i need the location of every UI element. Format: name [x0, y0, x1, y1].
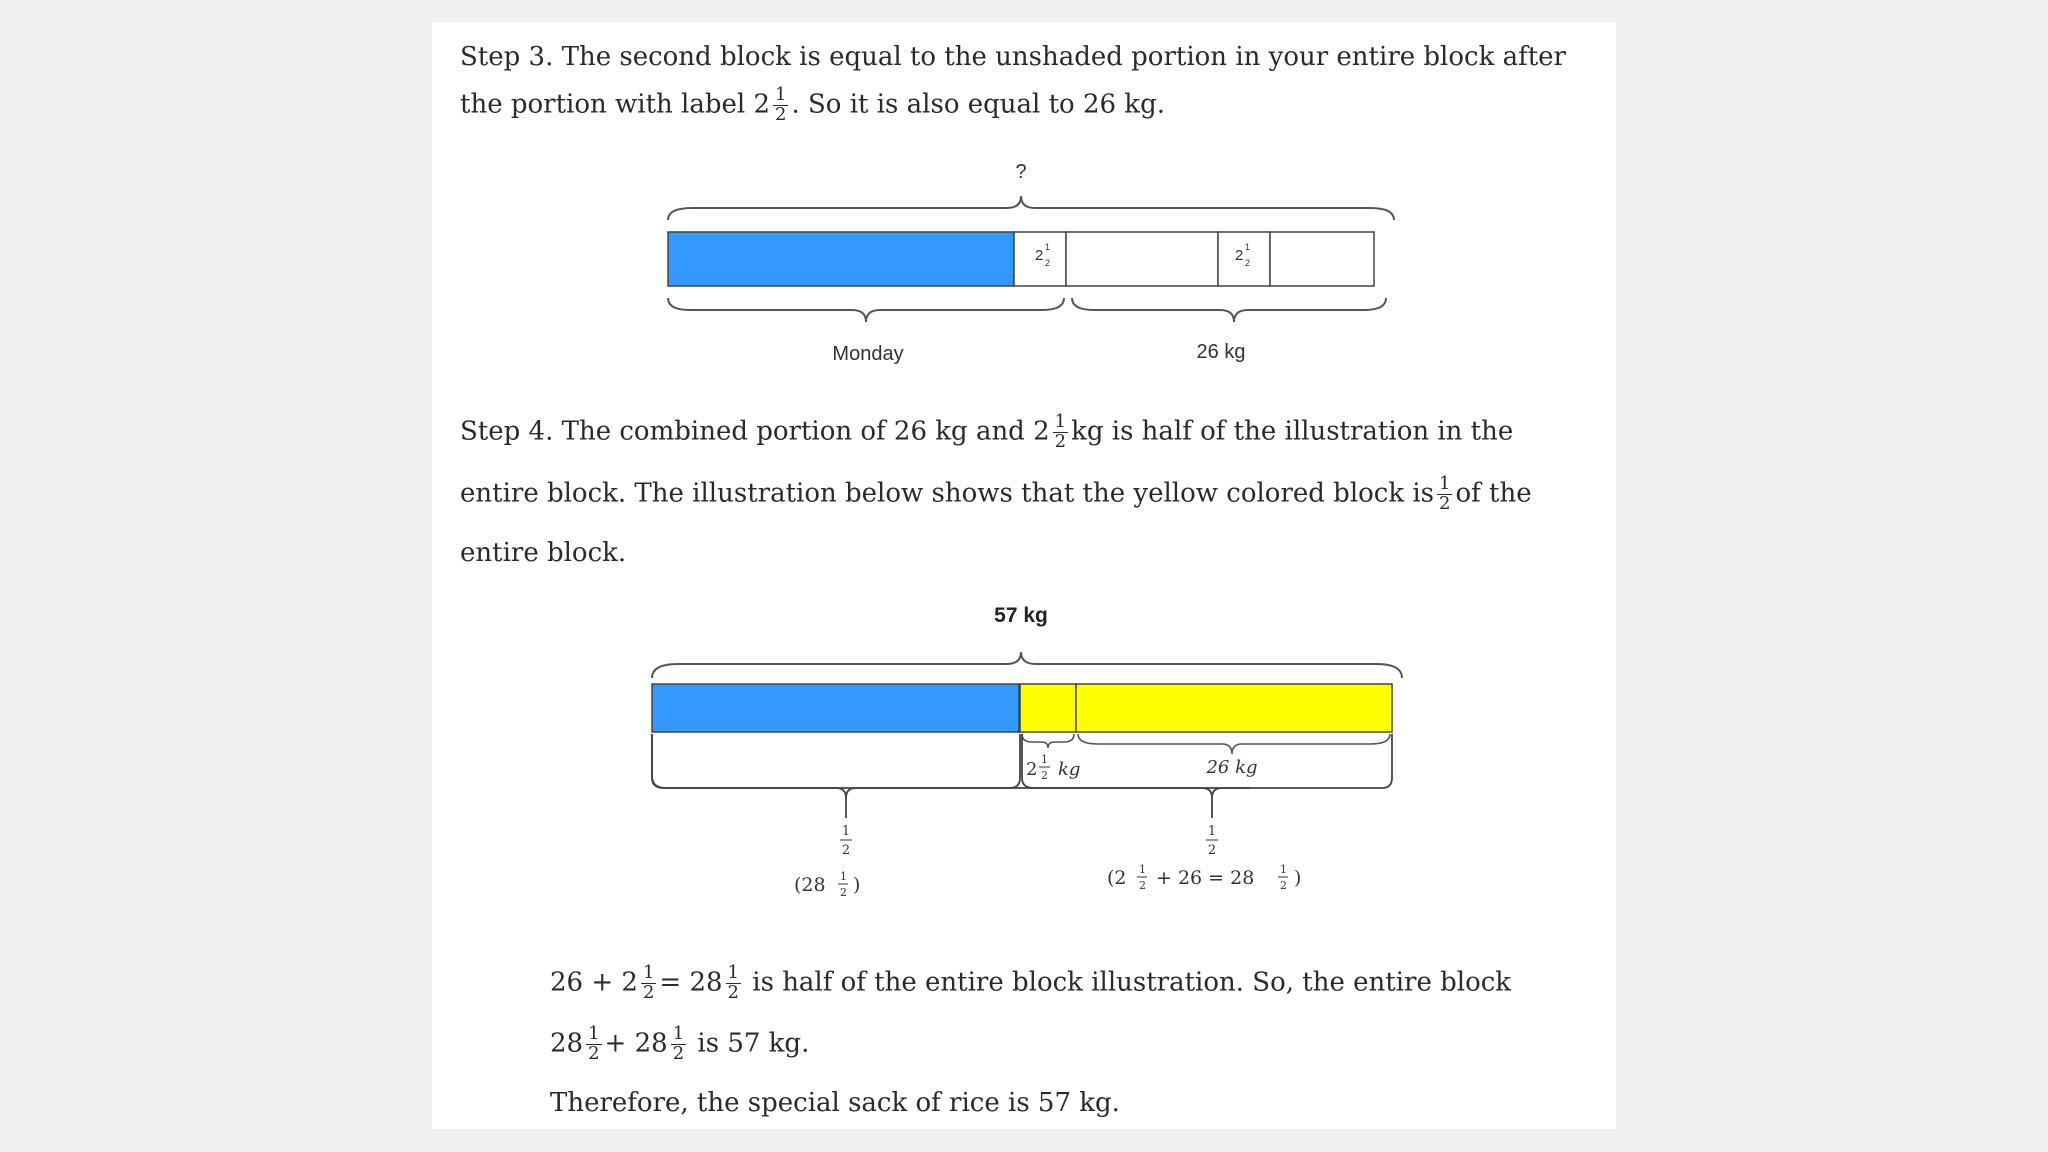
diagram2-top-brace — [652, 652, 1402, 678]
bar-model-diagram-step4 — [432, 582, 1616, 942]
svg-text:2: 2 — [1207, 843, 1217, 858]
svg-text:2: 2 — [1026, 759, 1038, 780]
svg-text:2: 2 — [1235, 247, 1244, 264]
svg-text:1: 1 — [1139, 863, 1146, 876]
svg-text:2: 2 — [1245, 258, 1251, 268]
diagram1-monday-label: Monday — [832, 343, 904, 365]
svg-text:2: 2 — [1139, 879, 1146, 892]
bar-model-diagram-step3 — [432, 22, 1616, 442]
step4-line1: Step 4. The combined portion of 26 kg and 2 $\frac{1}{2}$ kg is half of the illustration in the — [460, 411, 1514, 452]
svg-text:2: 2 — [1035, 247, 1044, 264]
fraction: $\frac{1}{2}$ — [1054, 411, 1067, 452]
svg-text:1: 1 — [1045, 242, 1051, 252]
diagram1-question-label: ? — [1015, 161, 1027, 183]
diagram2-yellow-26kg-segment — [1076, 684, 1392, 732]
svg-text:2: 2 — [1041, 769, 1048, 782]
diagram2-total-label: 57 kg — [994, 604, 1048, 627]
fraction: $\frac{1}{2}$ — [642, 962, 655, 1003]
diagram2-label-26kg: 26 kg — [1206, 757, 1258, 778]
svg-text:2: 2 — [840, 886, 847, 899]
fraction: $\frac{1}{2}$ — [588, 1023, 600, 1064]
conclusion-line2: 28 $\frac{1}{2}$ + 28 $\frac{1}{2}$ is 57 kg. — [550, 1023, 810, 1064]
diagram1-cell-blank-b — [1270, 232, 1374, 286]
diagram2-left-half-brace — [652, 734, 1250, 788]
fraction: $\frac{1}{2}$ — [727, 962, 739, 1003]
diagram2-left-expression — [794, 870, 860, 899]
conclusion-line1: 26 + 2 $\frac{1}{2}$ = 28 $\frac{1}{2}$ is half of the entire block illustration. So, the entire block — [550, 962, 1512, 1003]
diagram1-26kg-label: 26 kg — [1196, 341, 1246, 363]
svg-text:1: 1 — [1041, 753, 1048, 766]
diagram1-monday-brace — [668, 298, 1064, 322]
svg-text:2: 2 — [1045, 258, 1051, 268]
diagram1-26kg-brace — [1072, 298, 1386, 322]
conclusion-line3: Therefore, the special sack of rice is 57 kg. — [550, 1088, 1120, 1118]
diagram2-small-brace-2half — [1022, 734, 1074, 748]
diagram1-blue-segment — [668, 232, 1014, 286]
diagram1-top-brace — [668, 196, 1394, 220]
svg-text:1: 1 — [1245, 242, 1251, 252]
diagram2-right-expression — [1107, 863, 1301, 892]
step3-line1: Step 3. The second block is equal to the unshaded portion in your entire block after — [460, 42, 1566, 72]
svg-text:(2: (2 — [1107, 867, 1127, 889]
svg-text:1: 1 — [1280, 863, 1287, 876]
svg-text:1: 1 — [841, 824, 851, 839]
step4-line2: entire block. The illustration below shows that the yellow colored block is $\frac{1}{2}$ of the — [460, 473, 1532, 514]
fraction: $\frac{1}{2}$ — [672, 1023, 685, 1064]
diagram2-label-2half-kg — [1026, 753, 1080, 782]
svg-text:): ) — [1294, 867, 1302, 889]
diagram2-blue-segment — [652, 684, 1020, 732]
diagram2-left-brace — [652, 734, 1020, 818]
fraction: $\frac{1}{2}$ — [775, 84, 787, 125]
step3-line2: the portion with label 2 $\frac{1}{2}$ . So it is also equal to 26 kg. — [460, 84, 1165, 125]
document-page — [432, 22, 1616, 1129]
diagram1-cell-2half-b — [1218, 232, 1270, 286]
diagram2-small-brace-26kg — [1078, 734, 1390, 754]
fraction: $\frac{1}{2}$ — [1439, 473, 1451, 514]
diagram1-cell-blank-a — [1066, 232, 1218, 286]
svg-text:1: 1 — [840, 870, 847, 883]
diagram2-yellow-2half-segment — [1020, 684, 1076, 732]
svg-text:+ 26 = 28: + 26 = 28 — [1156, 867, 1255, 889]
diagram2-left-half-fraction — [840, 824, 852, 858]
step4-line3: entire block. — [460, 538, 627, 568]
svg-text:2: 2 — [841, 843, 851, 858]
svg-text:): ) — [853, 874, 861, 896]
svg-text:kg: kg — [1058, 759, 1081, 780]
svg-text:2: 2 — [1280, 879, 1287, 892]
diagram2-right-half-fraction — [1206, 824, 1218, 858]
svg-text:1: 1 — [1207, 824, 1217, 839]
svg-text:(28: (28 — [794, 874, 826, 896]
